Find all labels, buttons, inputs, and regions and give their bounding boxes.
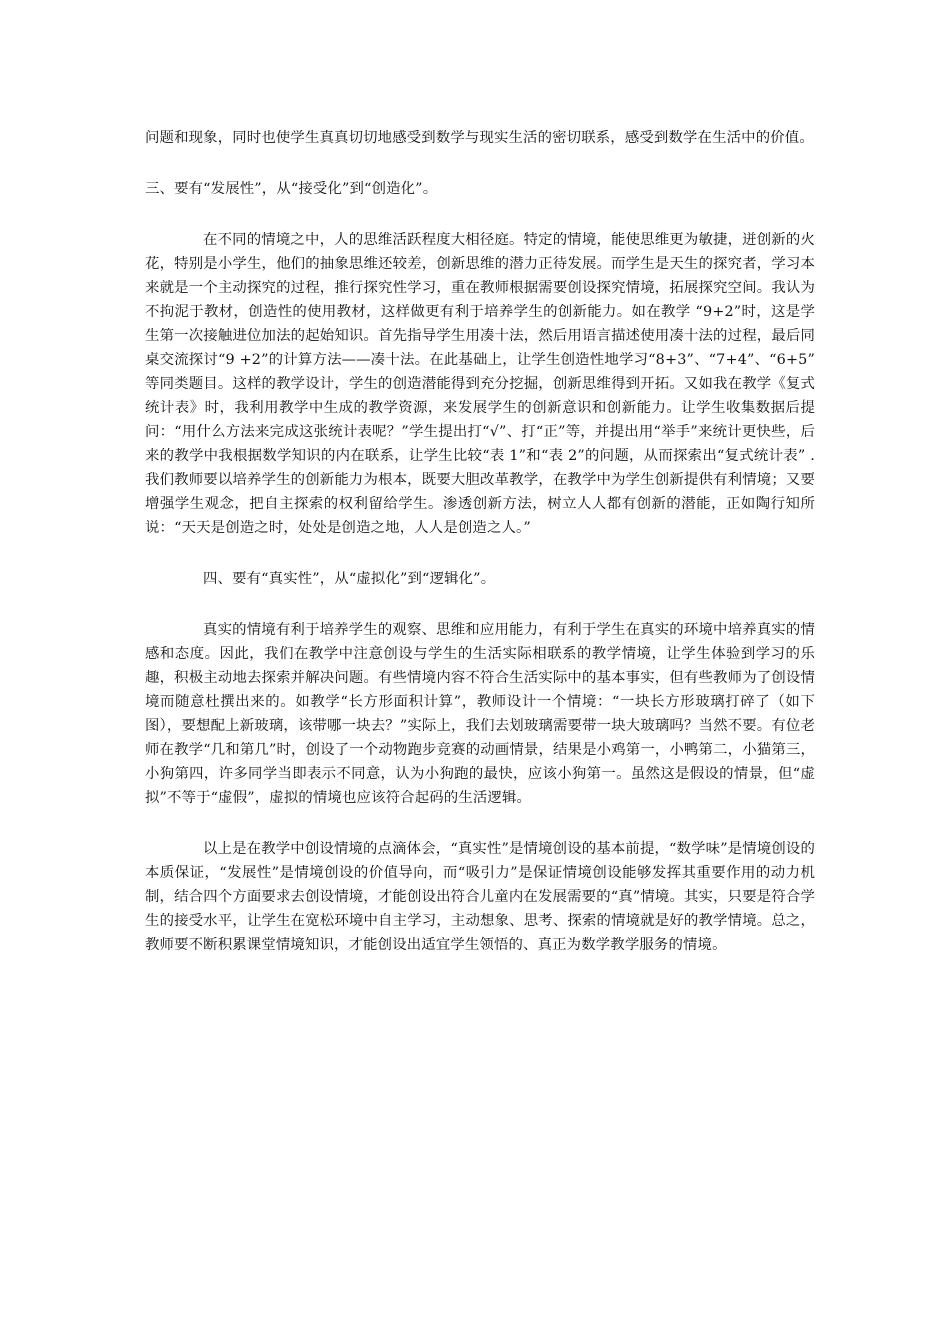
section-heading-3: 三、要有“发展性”，从“接受化”到“创造化”。 [145, 181, 438, 197]
paragraph-authenticity: 真实的情境有利于培养学生的观察、思维和应用能力，有利于学生在真实的环境中培养真实的情感和态度。因此，我们在教学中注意创设与学生的生活实际相联系的教学情境，让学生体验到学习的乐趣，积极主动地去探索并解决问题。有些情境内容不符合生活实际中的基本事实，但有些教师为了创设情境而随意杜撰出来的。如教学“长方形面积计算”，教师设计一个情境：“一块长方形玻璃打碎了（如下图），要想配上新玻璃，该带哪一块去？”实际上，我们去划玻璃需要带一块大玻璃吗？当然不要。有位老师在教学“几和第几”时，创设了一个动物跑步竞赛的动画情景，结果是小鸡第一，小鸭第二，小猫第三，小狗第四，许多同学当即表示不同意，认为小狗跑的最快，应该小狗第一。虽然这是假设的情景，但“虚拟”不等于“虚假”，虚拟的情境也应该符合起码的生活逻辑。 [145, 622, 815, 806]
paragraph-gap [145, 591, 815, 618]
paragraph-gap [145, 201, 815, 228]
paragraph-gap [145, 150, 815, 177]
paragraph-gap [145, 810, 815, 837]
section-heading-4: 四、要有“真实性”，从“虚拟化”到“逻辑化”。 [203, 571, 496, 587]
paragraph-gap [145, 540, 815, 567]
paragraph-continuation: 问题和现象，同时也使学生真真切切地感受到数学与现实生活的密切联系，感受到数学在生活中的价值。 [145, 130, 814, 146]
document-page [145, 126, 815, 957]
paragraph-creativity: 在不同的情境之中，人的思维活跃程度大相径庭。特定的情境，能使思维更为敏捷，迸创新的火花，特别是小学生，他们的抽象思维还较差，创新思维的潜力正待发展。而学生是天生的探究者，学习本来就是一个主动探究的过程，推行探究性学习，重在教师根据需要创设探究情境，拓展探究空间。我认为不拘泥于教材，创造性的使用教材，这样做更有利于培养学生的创新能力。如在教学 “9+2”时，这是学生第一次接触进位加法的起始知识。首先指导学生用凑十法，然后用语言描述使用凑十法的过程，最后同桌交流探讨“9 +2”的计算方法——凑十法。在此基础上，让学生创造性地学习“8+3”、“7+4”、“6+5” 等同类题目。这样的教学设计，学生的创造潜能得到充分挖掘，创新思维得到开拓。又如我在教学《复式统计表》时，我利用教学中生成的教学资源，来发展学生的创新意识和创新能力。让学生收集数据后提问：“用什么方法来完成这张统计表呢？”学生提出打“√”、打“正”等，并提出用“举手”来统计更快些，后来的教学中我根据数学知识的内在联系，让学生比较“表 1”和“表 2”的问题，从而探索出“复式统计表” .我们教师要以培养学生的创新能力为根本，既要大胆改革教学，在教学中为学生创新提供有利情境；又要增强学生观念，把自主探索的权利留给学生。渗透创新方法，树立人人都有创新的潜能，正如陶行知所说：“天天是创造之时，处处是创造之地，人人是创造之人。” [145, 232, 815, 536]
paragraph-conclusion: 以上是在教学中创设情境的点滴体会，“真实性”是情境创设的基本前提，“数学味”是情境创设的本质保证，“发展性”是情境创设的价值导向，而“吸引力”是保证情境创设能够发挥其重要作用的动力机制，结合四个方面要求去创设情境，才能创设出符合儿童内在发展需要的“真”情境。其实，只要是符合学生的接受水平，让学生在宽松环境中自主学习，主动想象、思考、探索的情境就是好的教学情境。总之，教师要不断积累课堂情境知识，才能创设出适宜学生领悟的、真正为数学教学服务的情境。 [145, 841, 815, 953]
